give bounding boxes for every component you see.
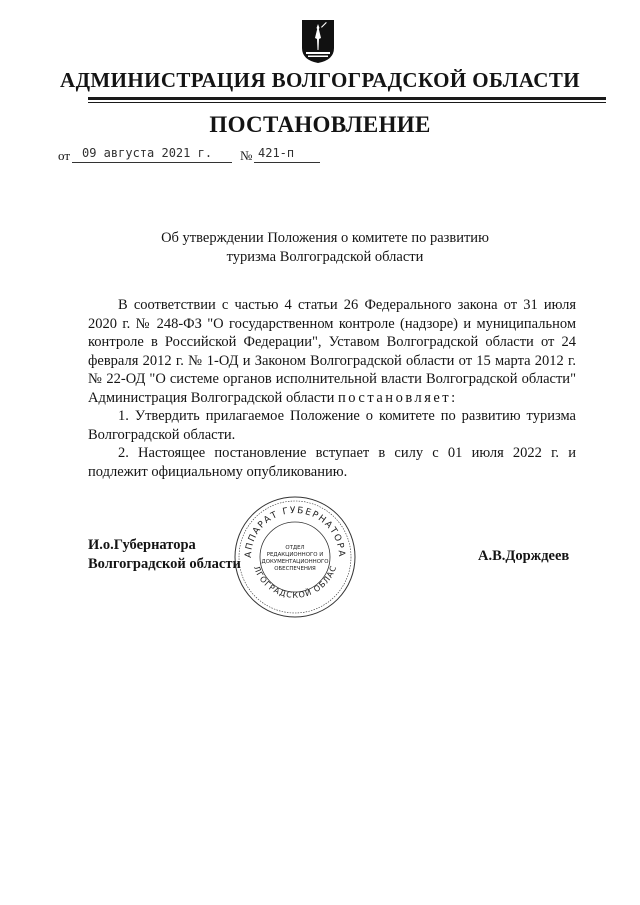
document-subject xyxy=(120,229,530,267)
decree-word: постановляет: xyxy=(338,389,458,406)
body-item-1: 1. Утвердить прилагаемое Положение о комитете по развитию туризма Волгоградской области. xyxy=(88,408,576,443)
organization-title: АДМИНИСТРАЦИЯ ВОЛГОГРАДСКОЙ ОБЛАСТИ xyxy=(60,68,580,92)
document-type-title: ПОСТАНОВЛЕНИЕ xyxy=(209,112,431,137)
signer-title-line-1: И.о.Губернатора xyxy=(88,537,196,553)
svg-text:АППАРАТ ГУБЕРНАТОРА: АППАРАТ ГУБЕРНАТОРА xyxy=(243,505,347,559)
header-rule-thin xyxy=(88,102,606,103)
date-underline xyxy=(72,162,232,163)
number-label: № xyxy=(240,148,253,163)
svg-text:ОБЕСПЕЧЕНИЯ: ОБЕСПЕЧЕНИЯ xyxy=(274,566,316,572)
signer-title xyxy=(88,536,241,574)
svg-text:ВОЛГОГРАДСКОЙ ОБЛАСТИ: ЛГОГРАДСКОЙ ОБЛАС xyxy=(251,563,339,600)
svg-text:ОТДЕЛ: ОТДЕЛ xyxy=(285,545,305,551)
subject-line-2: туризма Волгоградской области xyxy=(226,249,424,265)
header-rule-thick xyxy=(88,97,606,100)
number-value: 421-п xyxy=(258,146,295,160)
body-item-2: 2. Настоящее постановление вступает в силу с 01 июля 2022 г. и подлежит официальному опубликованию. xyxy=(88,445,576,480)
subject-line-1: Об утверждении Положения о комитете по развитию xyxy=(161,230,489,246)
number-underline xyxy=(254,162,320,163)
signer-title-line-2: Волгоградской области xyxy=(88,556,241,572)
signer-name: А.В.Дорждеев xyxy=(478,548,570,564)
date-label: от xyxy=(58,148,71,163)
svg-text:ДОКУМЕНТАЦИОННОГО: ДОКУМЕНТАЦИОННОГО xyxy=(261,559,329,565)
date-value: 09 августа 2021 г. xyxy=(82,146,213,160)
document-body xyxy=(88,296,576,481)
official-seal xyxy=(232,494,358,620)
coat-of-arms-emblem xyxy=(300,18,336,64)
body-intro-text: В соответствии с частью 4 статьи 26 Федерального закона от 31 июля 2020 г. № 248-ФЗ "О государственном контроле (надзоре) и муниципальном контроле в Российской Федерации", Уставом Волгоградской области от 24 февраля 2012 г. № 1-ОД и Законом Волгоградской области от 15 марта 2012 г. № 22-ОД "О системе органов исполнительной власти Волгоградской области" Администрация Волгоградской области xyxy=(88,297,576,406)
body-intro-paragraph xyxy=(88,296,576,407)
svg-text:РЕДАКЦИОННОГО И: РЕДАКЦИОННОГО И xyxy=(266,552,324,558)
